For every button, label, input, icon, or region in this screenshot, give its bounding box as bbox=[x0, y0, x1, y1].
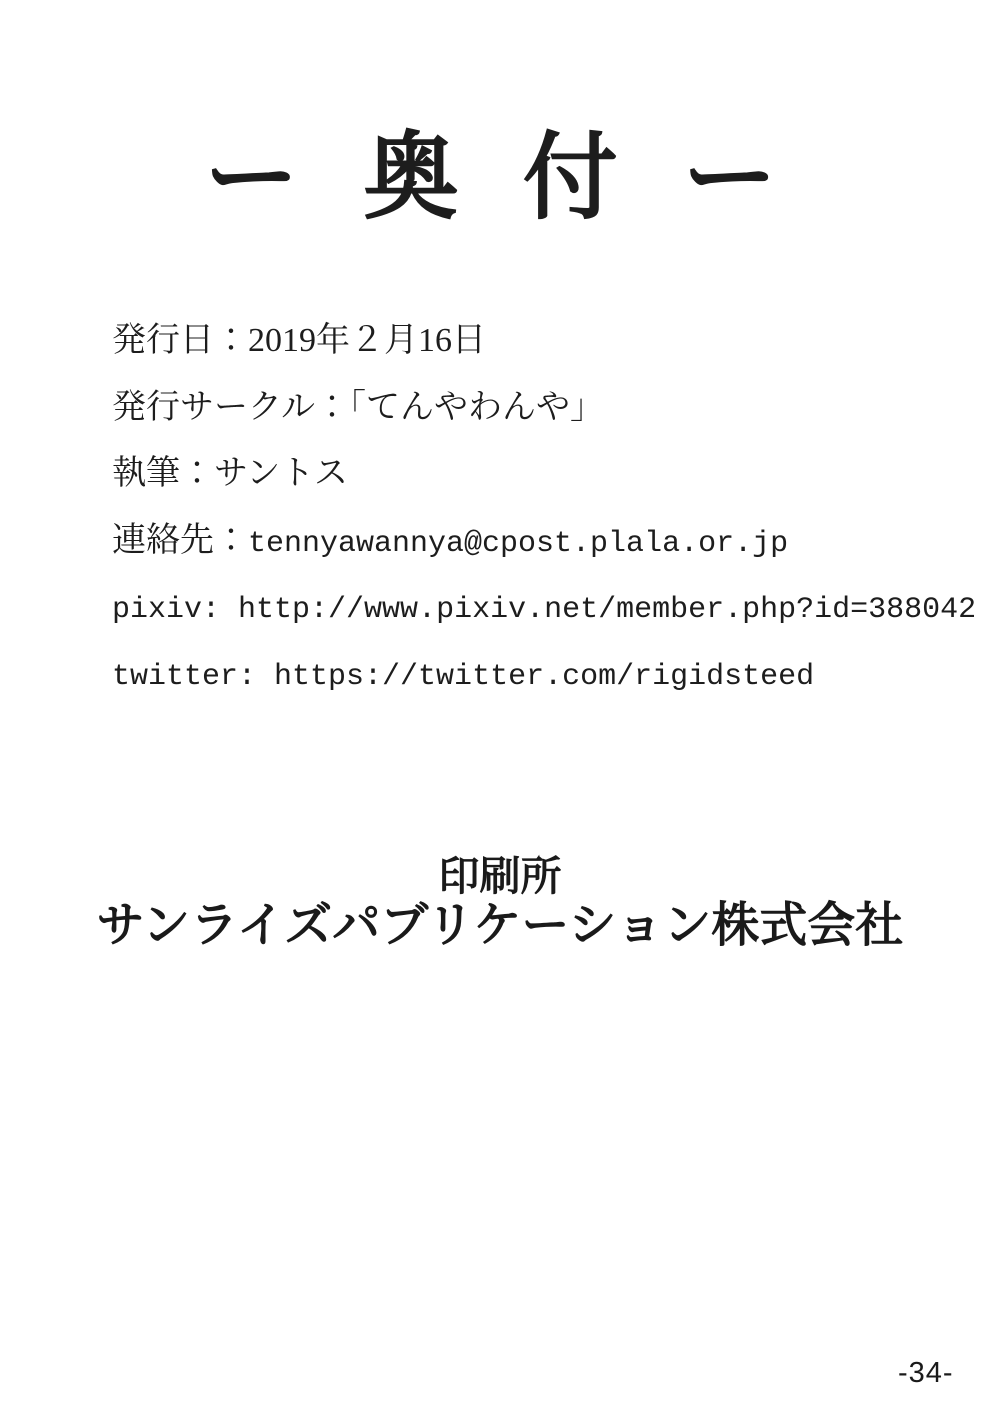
author-label: 執筆： bbox=[112, 455, 214, 492]
contact-line bbox=[112, 508, 972, 575]
printer-company-name: サンライズパブリケーション株式会社 bbox=[96, 899, 904, 952]
author-line bbox=[112, 441, 972, 508]
contact-label: 連絡先： bbox=[112, 521, 248, 559]
printer-block bbox=[0, 852, 1000, 952]
circle-value: 「てんやわんや」 bbox=[348, 388, 604, 426]
pixiv-url: http://www.pixiv.net/member.php?id=388042 bbox=[238, 593, 977, 627]
twitter-label: twitter: bbox=[112, 659, 275, 694]
colophon-info-list bbox=[112, 308, 977, 707]
publish-date-line bbox=[112, 308, 972, 375]
author-value: サントス bbox=[214, 455, 348, 492]
pixiv-line bbox=[112, 574, 977, 641]
twitter-line bbox=[112, 641, 972, 708]
page-title: ー 奥 付 ー bbox=[203, 125, 797, 231]
circle-line bbox=[112, 375, 972, 442]
publish-date-label: 発行日： bbox=[112, 322, 248, 359]
pixiv-label: pixiv: bbox=[112, 593, 239, 627]
circle-label: 発行サークル： bbox=[112, 388, 349, 426]
twitter-url: https://twitter.com/rigidsteed bbox=[274, 659, 815, 694]
contact-email: tennyawannya@cpost.plala.or.jp bbox=[248, 526, 789, 561]
page-number: -34- bbox=[898, 1357, 954, 1389]
publish-date-value: 2019年２月16日 bbox=[248, 322, 486, 359]
printer-heading: 印刷所 bbox=[438, 853, 562, 899]
